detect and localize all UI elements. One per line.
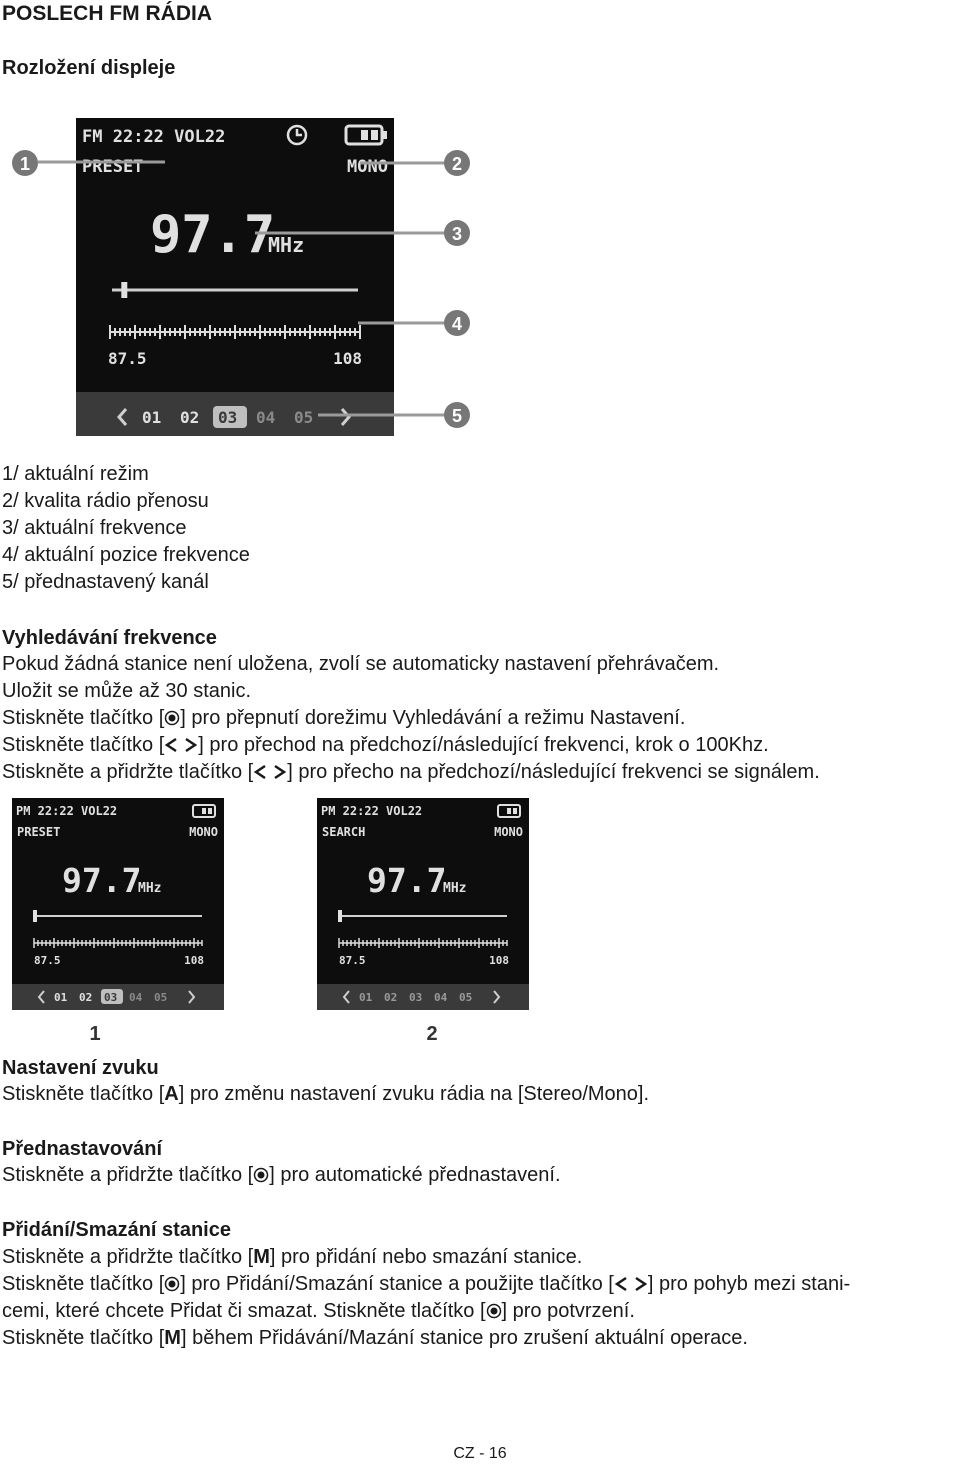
small-displays-figure — [0, 795, 560, 1050]
preset-heading: Přednastavování — [2, 1138, 163, 1160]
small-frequency: 97.7 — [62, 861, 142, 900]
status-time: 22:22 — [112, 127, 164, 147]
small-mode: SEARCH — [322, 825, 366, 839]
small-scale-max: 108 — [489, 954, 509, 967]
small-status: PM 22:22 VOL22 — [321, 804, 423, 818]
legend-item: 2/ kvalita rádio přenosu — [2, 490, 209, 512]
main-display-figure — [0, 112, 480, 442]
small-preset-item: 04 — [129, 991, 143, 1004]
small-scale-min: 87.5 — [34, 954, 61, 967]
search-line: Pokud žádná stanice není uložena, zvolí se automaticky nastavení přehrávačem. — [2, 653, 720, 675]
display-search-mode — [317, 798, 529, 1010]
prev-next-button-icon — [164, 737, 198, 753]
scale-min: 87.5 — [108, 349, 147, 368]
page-title: POSLECH FM RÁDIA — [2, 2, 212, 25]
search-line: Stiskněte a přidržte tlačítko [ ] pro přecho na předchozí/následující frekvenci se signálem. — [2, 761, 820, 783]
small-unit: MHz — [443, 881, 467, 896]
key-m: M — [164, 1327, 181, 1349]
layout-heading: Rozložení displeje — [2, 57, 176, 79]
frequency-slider-knob — [121, 282, 127, 298]
key-m: M — [253, 1246, 270, 1268]
small-preset-item: 04 — [434, 991, 448, 1004]
select-button-icon — [164, 710, 180, 726]
small-quality: MONO — [189, 825, 218, 839]
small-slider-knob — [33, 910, 37, 922]
small-preset-item: 01 — [54, 991, 68, 1004]
key-a: A — [164, 1083, 179, 1105]
scale-max: 108 — [333, 349, 362, 368]
preset-item: 03 — [218, 408, 238, 427]
search-line: Uložit se může až 30 stanic. — [2, 680, 251, 702]
addremove-line: Stiskněte tlačítko [M] během Přidávání/Mazání stanice pro zrušení aktuální operace. — [2, 1327, 748, 1349]
legend-list — [2, 461, 250, 596]
small-slider-knob — [338, 910, 342, 922]
svg-text:5: 5 — [451, 406, 463, 426]
small-preset-bar — [317, 984, 529, 1010]
svg-text:4: 4 — [451, 314, 463, 334]
prev-next-button-icon — [253, 764, 287, 780]
search-heading: Vyhledávání frekvence — [2, 627, 217, 649]
frequency-unit: MHz — [268, 233, 305, 257]
svg-text:FM 22:22 VOL22 — [82, 127, 225, 147]
preset-item: 02 — [180, 408, 200, 427]
prev-next-button-icon — [614, 1276, 648, 1292]
small-status: PM 22:22 VOL22 — [16, 804, 118, 818]
small-unit: MHz — [138, 881, 162, 896]
preset-item: 05 — [294, 408, 314, 427]
legend-item: 4/ aktuální pozice frekvence — [2, 544, 250, 566]
figure-caption-2: 2 — [426, 1023, 438, 1045]
small-preset-item: 05 — [154, 991, 168, 1004]
small-scale-min: 87.5 — [339, 954, 366, 967]
addremove-line: cemi, které chcete Přidat či smazat. Stiskněte tlačítko [ ] pro potvrzení. — [2, 1300, 635, 1322]
preset-text: Stiskněte a přidržte tlačítko [ ] pro automatické přednastavení. — [2, 1164, 561, 1186]
addremove-text — [2, 1244, 850, 1352]
small-quality: MONO — [494, 825, 523, 839]
search-line: Stiskněte tlačítko [ ] pro přechod na předchozí/následující frekvenci, krok o 100Khz. — [2, 734, 769, 756]
legend-item: 5/ přednastavený kanál — [2, 571, 209, 593]
legend-item: 3/ aktuální frekvence — [2, 517, 187, 539]
sound-text: Stiskněte tlačítko [A] pro změnu nastavení zvuku rádia na [Stereo/Mono]. — [2, 1083, 650, 1105]
svg-text:2: 2 — [451, 154, 463, 174]
svg-text:3: 3 — [451, 224, 463, 244]
svg-text:1: 1 — [19, 154, 31, 174]
status-mode: FM — [82, 127, 103, 147]
addremove-line: Stiskněte a přidržte tlačítko [M] pro přidání nebo smazání stanice. — [2, 1246, 583, 1268]
preset-item: 04 — [256, 408, 276, 427]
small-preset-item: 05 — [459, 991, 473, 1004]
mode-label: PRESET — [82, 157, 144, 177]
display-preset-mode — [12, 798, 224, 1010]
addremove-line: Stiskněte tlačítko [ ] pro Přidání/Smazání stanice a použijte tlačítko [ ] pro pohyb mezi stani- — [2, 1273, 851, 1295]
small-preset-item: 03 — [409, 991, 423, 1004]
quality-label: MONO — [347, 157, 388, 177]
frequency-value: 97.7 — [150, 205, 276, 265]
figure-caption-1: 1 — [89, 1023, 101, 1045]
search-line: Stiskněte tlačítko [ ] pro přepnutí dorežimu Vyhledávání a režimu Nastavení. — [2, 707, 686, 729]
preset-item: 01 — [142, 408, 162, 427]
sound-heading: Nastavení zvuku — [2, 1057, 159, 1079]
small-preset-item: 02 — [79, 991, 93, 1004]
status-volume: VOL22 — [174, 127, 226, 147]
search-text — [2, 651, 820, 786]
page-footer: CZ - 16 — [453, 1445, 507, 1462]
small-preset-item: 02 — [384, 991, 398, 1004]
small-preset-item: 03 — [104, 991, 118, 1004]
legend-item: 1/ aktuální režim — [2, 463, 149, 485]
select-button-icon — [164, 1276, 180, 1292]
select-button-icon — [253, 1167, 269, 1183]
small-frequency: 97.7 — [367, 861, 447, 900]
small-scale-max: 108 — [184, 954, 204, 967]
addremove-heading: Přidání/Smazání stanice — [2, 1219, 231, 1241]
small-preset-item: 01 — [359, 991, 373, 1004]
small-mode: PRESET — [17, 825, 61, 839]
select-button-icon — [486, 1303, 502, 1319]
